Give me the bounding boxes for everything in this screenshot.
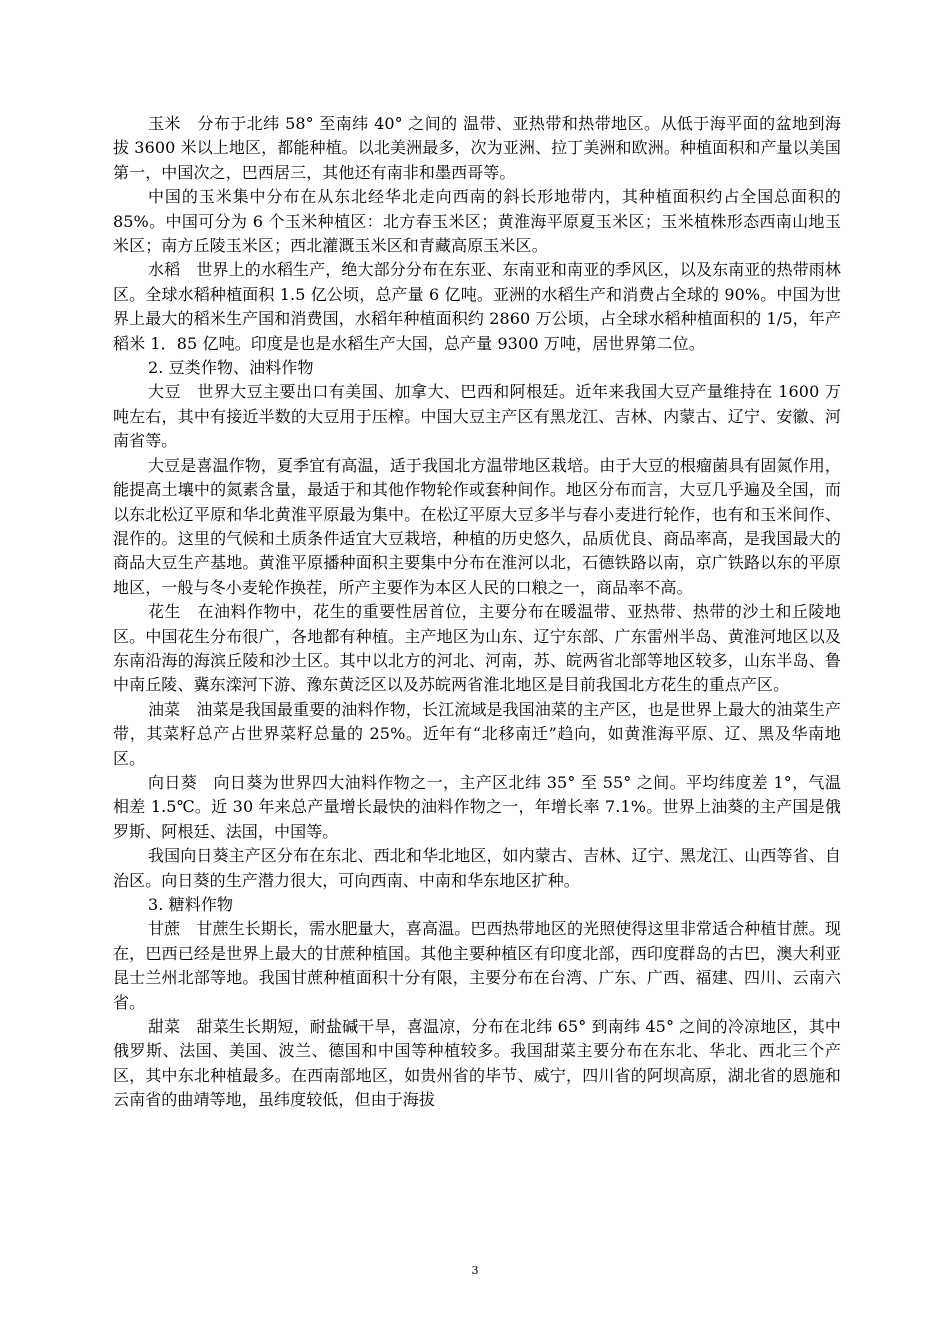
page-number: 3 [471,1264,479,1277]
paragraph-sugarcane: 甘蔗 甘蔗生长期长，需水肥量大，喜高温。巴西热带地区的光照使得这里非常适合种植甘蔗。现在，巴西已经是世界上最大的甘蔗种植国。其他主要种植区有印度北部，西印度群岛的古巴，澳大利亚昆士兰州北部等地。我国甘蔗种植面积十分有限，主要分布在台湾、广东、广西、福建、四川、云南六省。 [113,919,841,1012]
paragraph-soybean-cultivation: 大豆是喜温作物，夏季宜有高温，适于我国北方温带地区栽培。由于大豆的根瘤菌具有固氮作用，能提高土壤中的氮素含量，最适于和其他作物轮作或套种间作。地区分布而言，大豆几乎遍及全国，而以东北松辽平原和华北黄淮平原最为集中。在松辽平原大豆多半与春小麦进行轮作，也有和玉米间作、混作的。这里的气候和土质条件适宜大豆栽培，种植的历史悠久，品质优良、商品率高，是我国最大的商品大豆生产基地。黄淮平原播种面积主要集中分布在淮河以北，石德铁路以南，京广铁路以东的平原地区，一般与冬小麦轮作换茬，所产主要作为本区人民的口粮之一，商品率不高。 [113,455,841,597]
paragraph-china-maize: 中国的玉米集中分布在从东北经华北走向西南的斜长形地带内，其种植面积约占全国总面积的 85%。中国可分为 6 个玉米种植区：北方春玉米区；黄淮海平原夏玉米区；玉米植株形态西南山地玉米区；南方丘陵玉米区；西北灌溉玉米区和青藏高原玉米区。 [113,187,841,256]
paragraph-sugar-beet: 甜菜 甜菜生长期短，耐盐碱干旱，喜温凉，分布在北纬 65° 到南纬 45° 之间的冷凉地区，其中俄罗斯、法国、美国、波兰、德国和中国等种植较多。我国甜菜主要分布在东北、华北、西北三个产区，其中东北种植最多。在西南部地区，如贵州省的毕节、威宁，四川省的阿坝高原，湖北省的恩施和云南省的曲靖等地，虽纬度较低，但由于海拔 [113,1017,841,1110]
section-heading-sugar-crops: 3. 糖料作物 [148,895,234,914]
paragraph-sunflower: 向日葵 向日葵为世界四大油料作物之一，主产区北纬 35° 至 55° 之间。平均纬度差 1°，气温相差 1.5℃。近 30 年来总产量增长最快的油料作物之一，年增长率 7.1%。世界上油葵的主产国是俄罗斯、阿根廷、法国，中国等。 [113,772,841,841]
paragraph-china-sunflower: 我国向日葵主产区分布在东北、西北和华北地区，如内蒙古、吉林、辽宁、黑龙江、山西等省、自治区。向日葵的生产潜力很大，可向西南、中南和华东地区扩种。 [113,846,841,890]
body-text [113,112,841,1113]
paragraph-rice: 水稻 世界上的水稻生产，绝大部分分布在东亚、东南亚和南亚的季风区，以及东南亚的热带雨林区。全球水稻种植面积 1.5 亿公顷，总产量 6 亿吨。亚洲的水稻生产和消费占全球的 90%。中国为世界上最大的稻米生产国和消费国，水稻年种植面积约 2860 万公顷，占全球水稻种植面积的 1/5，年产稻米 1．85 亿吨。印度是也是水稻生产大国，总产量 9300 万吨，居世界第二位。 [113,260,841,353]
paragraph-peanut: 花生 在油料作物中，花生的重要性居首位，主要分布在暖温带、亚热带、热带的沙土和丘陵地区。中国花生分布很广，各地都有种植。主产地区为山东、辽宁东部、广东雷州半岛、黄淮河地区以及东南沿海的海滨丘陵和沙土区。其中以北方的河北、河南，苏、皖两省北部等地区较多，山东半岛、鲁中南丘陵、冀东滦河下游、豫东黄泛区以及苏皖两省淮北地区是目前我国北方花生的重点产区。 [113,602,841,695]
paragraph-rapeseed: 油菜 油菜是我国最重要的油料作物，长江流域是我国油菜的主产区，也是世界上最大的油菜生产带，其菜籽总产占世界菜籽总量的 25%。近年有“北移南迁”趋向，如黄淮海平原、辽、黑及华南地区。 [113,699,841,768]
paragraph-soybean: 大豆 世界大豆主要出口有美国、加拿大、巴西和阿根廷。近年来我国大豆产量维持在 1600 万吨左右，其中有接近半数的大豆用于压榨。中国大豆主产区有黑龙江、吉林、内蒙古、辽宁、安徽、河南省等。 [113,382,841,451]
paragraph-maize: 玉米 分布于北纬 58° 至南纬 40° 之间的 温带、亚热带和热带地区。从低于海平面的盆地到海拔 3600 米以上地区，都能种植。以北美洲最多，次为亚洲、拉丁美洲和欧洲。种植面积和产量以美国第一，中国次之，巴西居三，其他还有南非和墨西哥等。 [113,114,841,182]
section-heading-legumes-oilseeds: 2. 豆类作物、油料作物 [148,358,314,378]
